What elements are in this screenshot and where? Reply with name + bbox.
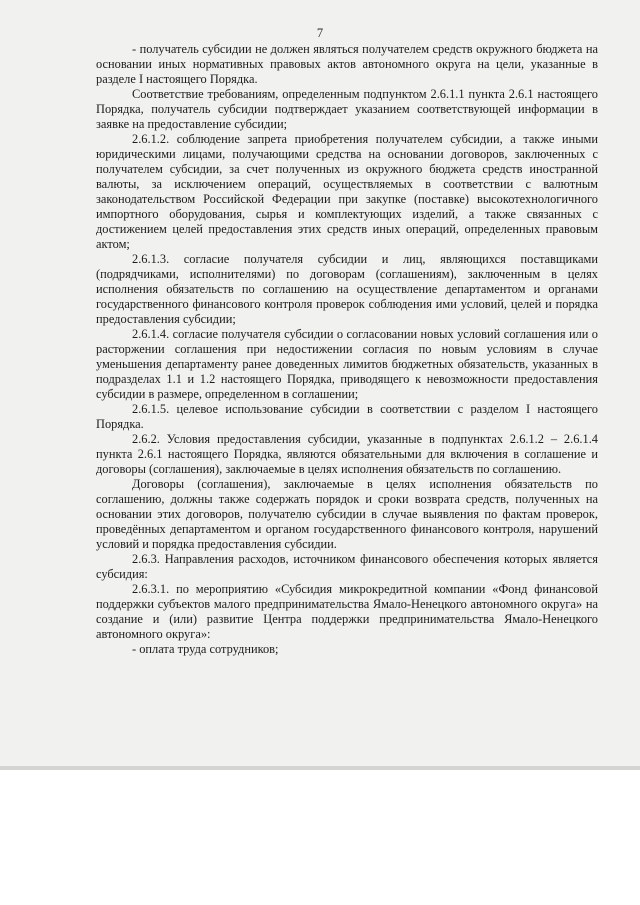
- page-bottom-edge: [0, 766, 640, 770]
- paragraph: 2.6.3. Направления расходов, источником финансового обеспечения которых является субсидия:: [96, 552, 598, 581]
- paragraph: - получатель субсидии не должен являться получателем средств окружного бюджета на основании иных нормативных правовых актов автономного округа на цели, указанные в разделе I настоящего Порядка.: [96, 42, 598, 86]
- paragraph: Соответствие требованиям, определенным подпунктом 2.6.1.1 пункта 2.6.1 настоящего Порядка, получатель субсидии подтверждает указанием соответствующей информации в заявке на предоставление субсидии;: [96, 87, 598, 131]
- paragraph: - оплата труда сотрудников;: [132, 642, 279, 656]
- paragraph: 2.6.1.5. целевое использование субсидии в соответствии с разделом I настоящего Порядка.: [96, 402, 598, 431]
- paragraph: 2.6.2. Условия предоставления субсидии, указанные в подпунктах 2.6.1.2 – 2.6.1.4 пункта 2.6.1 настоящего Порядка, являются обязательными для включения в соглашение и договоры (соглашения), заключаемые в целях исполнения обязательств по соглашению.: [96, 432, 598, 476]
- paragraph: 2.6.1.4. согласие получателя субсидии о согласовании новых условий соглашения или о расторжении соглашения при недостижении согласия по новым условиям в случае уменьшения департаменту ранее доведенных лимитов бюджетных обязательств, указанных в подразделах 1.1 и 1.2 настоящего Порядка, приводящего к невозможности предоставления субсидии в размере, определенном в соглашении;: [96, 327, 598, 401]
- paragraph: 2.6.1.2. соблюдение запрета приобретения получателем субсидии, а также иными юридическими лицами, получающими средства на основании договоров, заключенных с получателем субсидии, за счет полученных из окружного бюджета средств иностранной валюты, за исключением операций, осуществляемых в соответствии с валютным законодательством Российской Федерации при закупке (поставке) высокотехнологичного импортного оборудования, сырья и комплектующих изделий, а также связанных с достижением целей предоставления этих средств иных операций, определенных правовым актом;: [96, 132, 598, 251]
- paragraph: 2.6.3.1. по мероприятию «Субсидия микрокредитной компании «Фонд финансовой поддержки субъектов малого предпринимательства Ямало-Ненецкого автономного округа» на создание и (или) развитие Центра поддержки предпринимательства Ямало-Ненецкого автономного округа»:: [96, 582, 598, 641]
- paragraph: 2.6.1.3. согласие получателя субсидии и лиц, являющихся поставщиками (подрядчиками, исполнителями) по договорам (соглашениям), заключенным в целях исполнения обязательств по соглашению на осуществление департаментом и органами государственного финансового контроля проверок соблюдения ими условий, целей и порядка предоставления субсидии;: [96, 252, 598, 326]
- document-body: [96, 42, 598, 657]
- paragraph: Договоры (соглашения), заключаемые в целях исполнения обязательств по соглашению, должны также содержать порядок и сроки возврата средств, полученных на основании этих договоров, получателю субсидии в случае выявления по фактам проверок, проведённых департаментом и органом государственного финансового контроля, нарушений условий и порядка предоставления субсидии.: [96, 477, 598, 551]
- page-number: 7: [316, 26, 324, 40]
